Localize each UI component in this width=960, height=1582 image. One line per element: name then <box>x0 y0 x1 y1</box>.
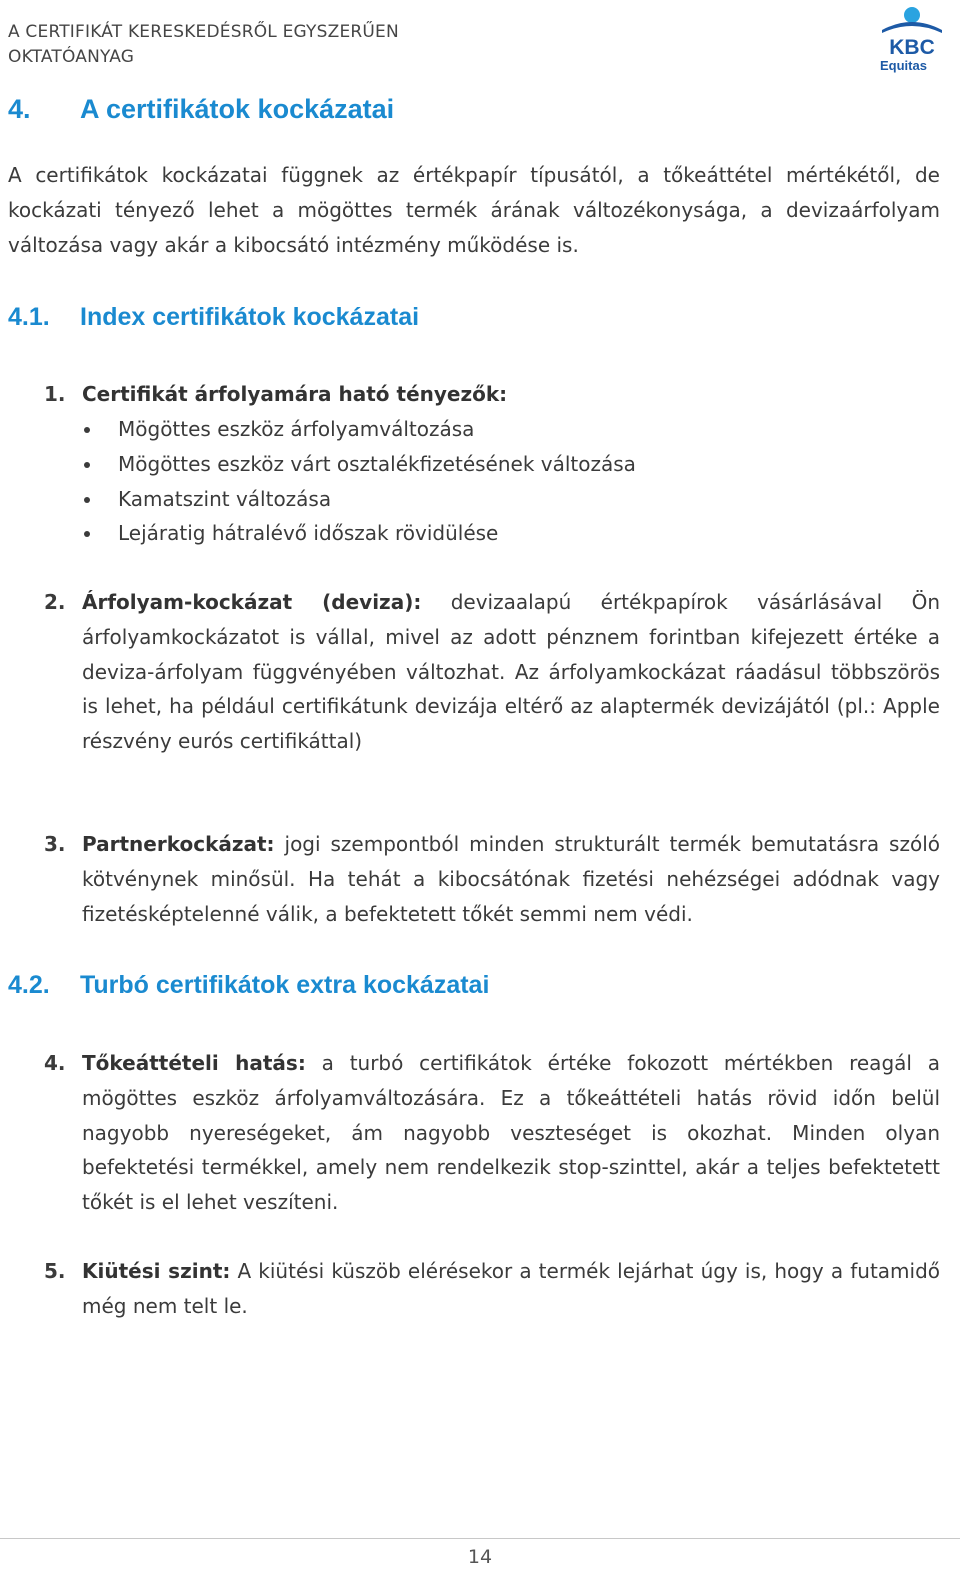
item-title: Tőkeáttételi hatás: <box>82 1051 306 1075</box>
header-subtitle: OKTATÓANYAG <box>8 47 135 67</box>
section-4-1-title: Index certifikátok kockázatai <box>80 303 420 331</box>
item-number: 5. <box>44 1259 66 1283</box>
item-text: devizaalapú értékpapírok vásárlásával Ön árfolyamkockázatot is vállal, mivel az adott pénznem forintban kifejezett értéke a deviza-árfolyam függvényében változhat. Az árfolyamkockázat ráadásul többszörös is lehet, ha például certifikátunk devizája eltérő az alaptermék devizájától (pl.: Apple részvény eurós certifikáttal) <box>82 590 940 754</box>
bullet-text: Kamatszint változása <box>118 486 332 511</box>
item-title: Árfolyam-kockázat (deviza): <box>82 590 422 614</box>
item-number: 1. <box>44 382 66 406</box>
item-title: Kiütési szint: <box>82 1259 231 1283</box>
item-title: Partnerkockázat: <box>82 832 275 856</box>
footer-divider <box>0 1538 960 1539</box>
section-4-2-title: Turbó certifikátok extra kockázatai <box>80 971 490 999</box>
section-4-title: A certifikátok kockázatai <box>80 94 395 124</box>
section-4-1-number: 4.1. <box>8 303 50 331</box>
item-number: 3. <box>44 832 66 856</box>
section-4-heading <box>8 94 394 125</box>
document-header <box>8 20 399 70</box>
list-item-4 <box>44 1046 940 1220</box>
logo-brand-text: KBC <box>889 36 935 59</box>
price-factors-list <box>82 412 636 551</box>
bullet-item <box>82 516 636 551</box>
section-4-2-heading <box>8 971 489 1000</box>
kbc-logo-icon <box>876 4 948 60</box>
item-number: 2. <box>44 590 66 614</box>
bullet-item <box>82 412 636 447</box>
bullet-dot-icon <box>84 497 90 503</box>
item-title: Certifikát árfolyamára ható tényezők: <box>82 382 508 406</box>
logo-sub-text: Equitas <box>880 58 927 73</box>
bullet-dot-icon <box>84 462 90 468</box>
section-4-2-number: 4.2. <box>8 971 50 999</box>
list-item-1 <box>44 377 940 412</box>
section-4-intro: A certifikátok kockázatai függnek az értékpapír típusától, a tőkeáttétel mértékétől, de kockázati tényező lehet a mögöttes termék árának változékonysága, a devizaárfolyam változása vagy akár a kibocsátó intézmény működése is. <box>8 163 940 257</box>
bullet-text: Mögöttes eszköz árfolyamváltozása <box>118 417 475 441</box>
item-text: jogi szempontból minden strukturált termék bemutatásra szóló kötvénynek minősül. Ha tehát a kibocsátónak fizetési nehézségei adódnak vagy fizetésképtelenné válik, a befektetett tőkét semmi nem védi. <box>82 832 940 926</box>
list-item-2 <box>44 585 940 759</box>
bullet-text: Lejáratig hátralévő időszak rövidülése <box>118 521 499 546</box>
header-title: A CERTIFIKÁT KERESKEDÉSRŐL EGYSZERŰEN <box>8 22 399 42</box>
bullet-dot-icon <box>84 531 90 537</box>
bullet-item <box>82 482 636 517</box>
item-text: a turbó certifikátok értéke fokozott mértékben reagál a mögöttes eszköz árfolyamváltozására. Ez a tőkeáttételi hatás rövid időn belül nagyobb nyereségeket, ám nagyobb veszteséget is okozhat. Minden olyan befektetési termékkel, amely nem rendelkezik stop-szinttel, akár a teljes befektetett tőkét is el lehet veszíteni. <box>82 1051 941 1215</box>
item-number: 4. <box>44 1051 66 1075</box>
bullet-text: Mögöttes eszköz várt osztalékfizetésének változása <box>118 451 636 476</box>
list-item-5 <box>44 1254 940 1324</box>
bullet-dot-icon <box>84 427 90 433</box>
list-item-3 <box>44 827 940 931</box>
section-4-1-heading <box>8 303 419 332</box>
item-text: A kiütési küszöb elérésekor a termék lejárhat úgy is, hogy a futamidő még nem telt le. <box>82 1259 941 1318</box>
page-number: 14 <box>467 1546 493 1568</box>
section-4-number: 4. <box>8 94 31 124</box>
bullet-item <box>82 447 636 482</box>
kbc-equitas-logo <box>876 4 948 76</box>
